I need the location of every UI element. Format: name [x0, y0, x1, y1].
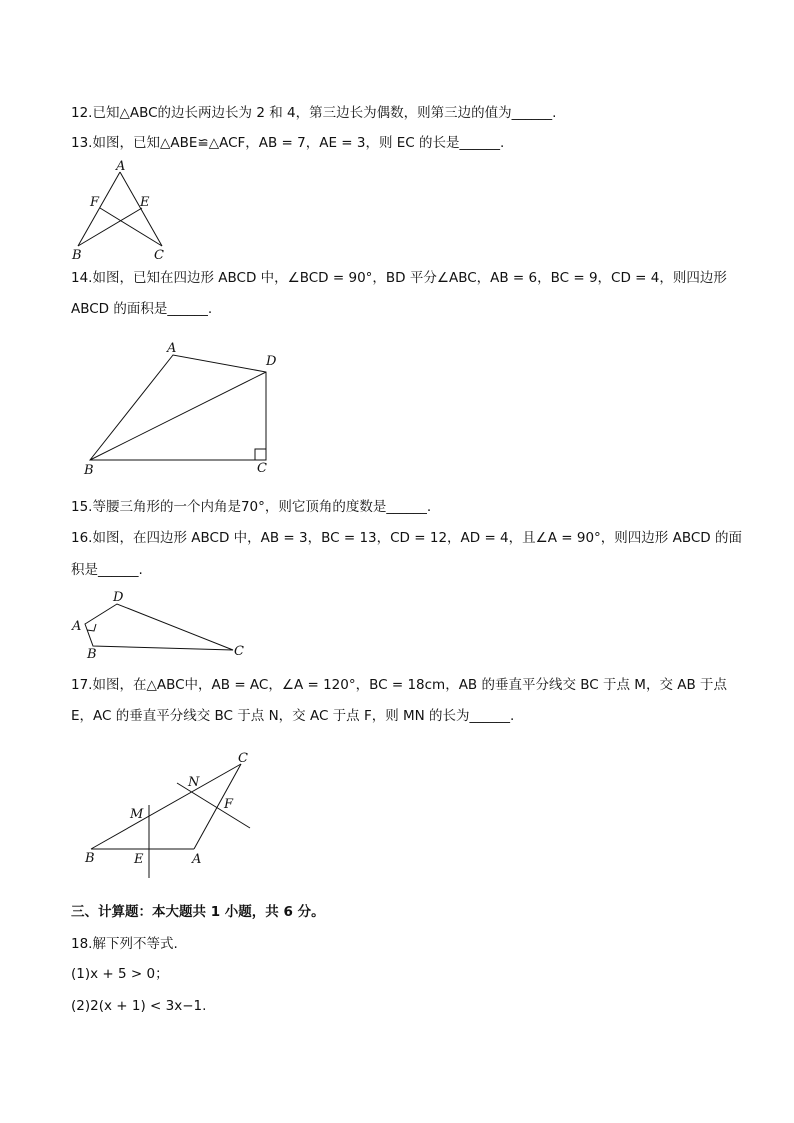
- problem-14-line1: 14.如图，已知在四边形 ABCD 中，∠BCD = 90°，BD 平分∠ABC，AB = 6，BC = 9，CD = 4，则四边形: [71, 270, 727, 286]
- f17-label-f: F: [224, 797, 234, 812]
- f16-label-c: C: [234, 644, 244, 659]
- f17-label-c: C: [238, 751, 248, 766]
- f13-label-c: C: [154, 248, 164, 262]
- f14-label-b: B: [84, 463, 94, 478]
- figure-13: [68, 158, 178, 262]
- problem-14-line2: ABCD 的面积是______.: [71, 301, 213, 317]
- problem-16-line1: 16.如图，在四边形 ABCD 中，AB = 3，BC = 13，CD = 12，AD = 4，且∠A = 90°，则四边形 ABCD 的面: [71, 530, 742, 546]
- f14-label-d: D: [266, 354, 277, 369]
- f13-label-e: E: [140, 195, 150, 210]
- f14-label-c: C: [257, 461, 267, 476]
- figure-17: [80, 748, 260, 880]
- f16-label-b: B: [87, 647, 97, 662]
- f17-label-n: N: [188, 775, 200, 790]
- f17-label-m: M: [130, 807, 144, 822]
- f13-label-f: F: [90, 195, 100, 210]
- f13-label-a: A: [116, 159, 126, 174]
- problem-12: 12.已知△ABC的边长两边长为 2 和 4，第三边长为偶数，则第三边的值为______.: [71, 105, 557, 121]
- figure-16: [68, 586, 258, 662]
- problem-18-part1: (1)x + 5 > 0；: [71, 966, 169, 982]
- f17-label-a: A: [192, 852, 202, 867]
- problem-17-line2: E，AC 的垂直平分线交 BC 于点 N，交 AC 于点 F，则 MN 的长为______.: [71, 708, 515, 724]
- section-3-heading: 三、计算题：本大题共 1 小题，共 6 分。: [71, 904, 325, 920]
- problem-16-line2: 积是______.: [71, 562, 143, 578]
- f16-label-a: A: [72, 619, 82, 634]
- problem-15: 15.等腰三角形的一个内角是70°，则它顶角的度数是______.: [71, 499, 432, 515]
- problem-18-part2: (2)2(x + 1) < 3x−1.: [71, 998, 207, 1014]
- problem-18: 18.解下列不等式.: [71, 936, 178, 952]
- figure-14: [80, 338, 290, 478]
- f13-label-b: B: [72, 248, 82, 262]
- problem-13: 13.如图，已知△ABE≌△ACF，AB = 7，AE = 3，则 EC 的长是______.: [71, 135, 505, 151]
- f16-label-d: D: [113, 590, 124, 605]
- f17-label-e: E: [134, 852, 144, 867]
- problem-17-line1: 17.如图，在△ABC中，AB = AC，∠A = 120°，BC = 18cm，AB 的垂直平分线交 BC 于点 M，交 AB 于点: [71, 677, 728, 693]
- f14-label-a: A: [167, 341, 177, 356]
- f17-label-b: B: [85, 851, 95, 866]
